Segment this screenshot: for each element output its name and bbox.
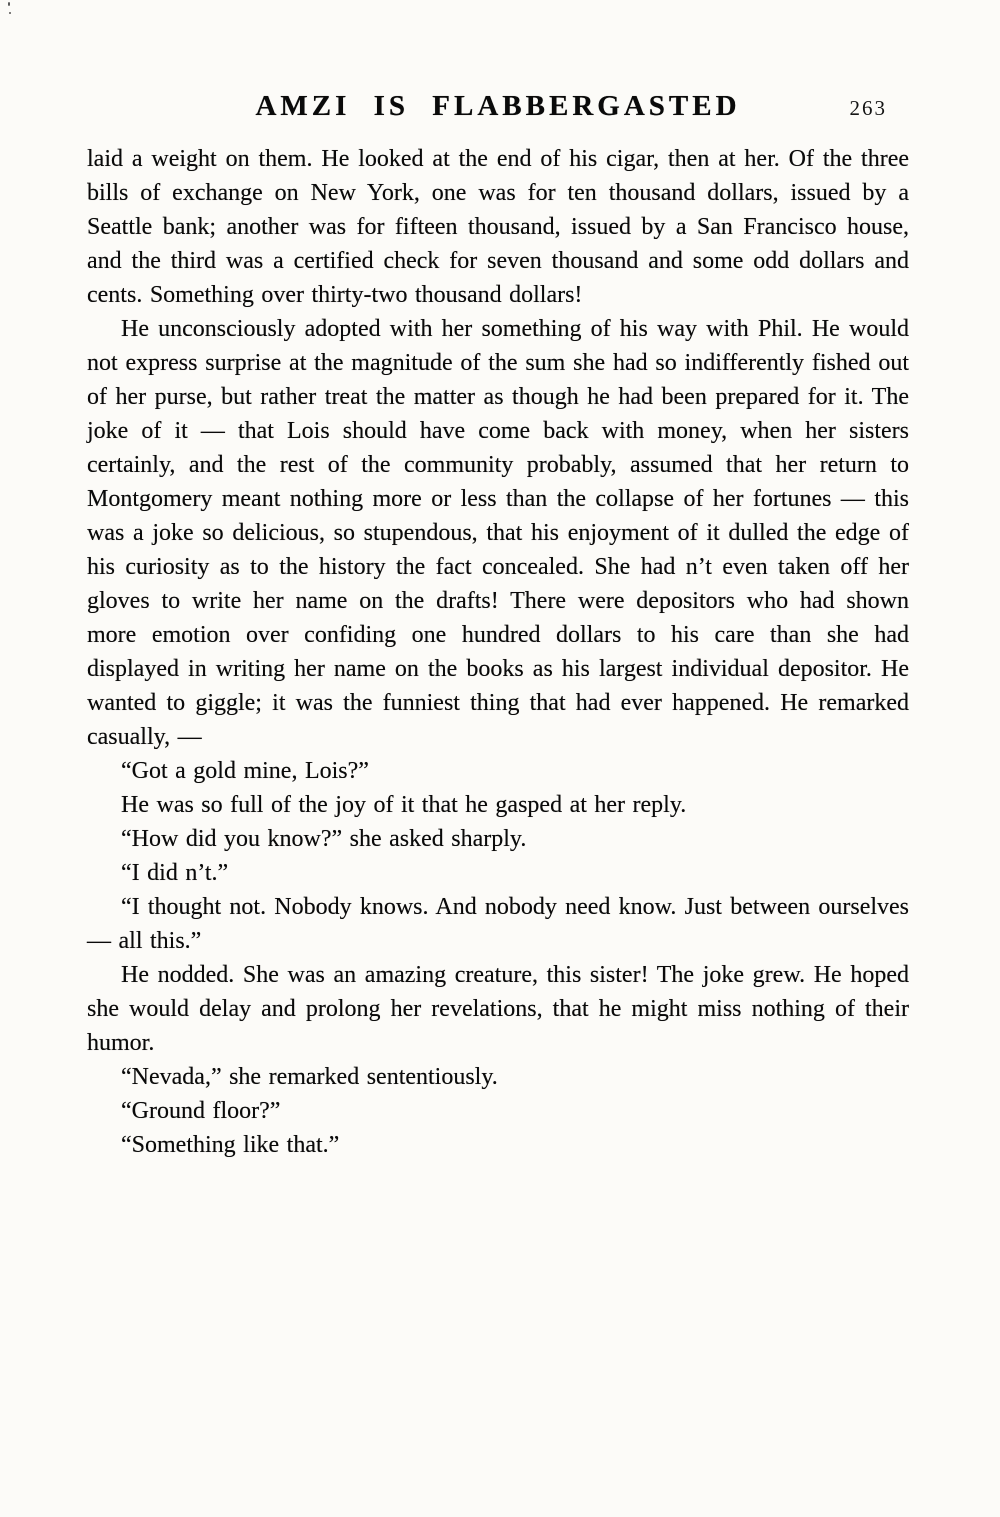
paragraph: He nodded. She was an amazing creature, this sister! The joke grew. He hoped she would delay and prolong her revelations, that he might miss nothing of their humor. <box>87 962 909 1056</box>
page-number: 263 <box>849 96 887 120</box>
paragraph: laid a weight on them. He looked at the end of his cigar, then at her. Of the three bills of exchange on New York, one was for ten thousand dollars, issued by a Seattle bank; another was for fifteen thousand, issued by a San Francisco house, and the third was a certified check for seven thousand and some odd dollars and cents. Something over thirty-two thousand dollars! <box>87 146 909 308</box>
paragraph: “Ground floor?” <box>121 1098 281 1124</box>
paragraph: “Something like that.” <box>121 1132 340 1158</box>
paragraph: “I thought not. Nobody knows. And nobody need know. Just between ourselves — all this.” <box>87 894 909 954</box>
paragraph: He was so full of the joy of it that he gasped at her reply. <box>121 792 687 818</box>
paragraph: “Nevada,” she remarked sententiously. <box>121 1064 498 1090</box>
page-title: AMZI IS FLABBERGASTED <box>255 90 741 122</box>
scan-speck <box>9 12 11 14</box>
paragraph: “How did you know?” she asked sharply. <box>121 826 527 852</box>
paragraph: “I did n’t.” <box>121 860 229 886</box>
scan-speck <box>8 2 10 6</box>
paragraph: “Got a gold mine, Lois?” <box>121 758 369 784</box>
body-text <box>87 142 909 1162</box>
running-header <box>87 90 909 130</box>
paragraph: He unconsciously adopted with her something of his way with Phil. He would not express surprise at the magnitude of the sum she had so indifferently fished out of her purse, but rather treat the matter as though he had been prepared for it. The joke of it — that Lois should have come back with money, when her sisters certainly, and the rest of the community probably, assumed that her return to Montgomery meant nothing more or less than the collapse of her fortunes — this was a joke so delicious, so stupendous, that his enjoyment of it dulled the edge of his curiosity as to the history the fact concealed. She had n’t even taken off her gloves to write her name on the drafts! There were depositors who had shown more emotion over confiding one hundred dollars to his care than she had displayed in writing her name on the books as his largest individual depositor. He wanted to giggle; it was the funniest thing that had ever happened. He remarked casually, — <box>87 316 909 750</box>
